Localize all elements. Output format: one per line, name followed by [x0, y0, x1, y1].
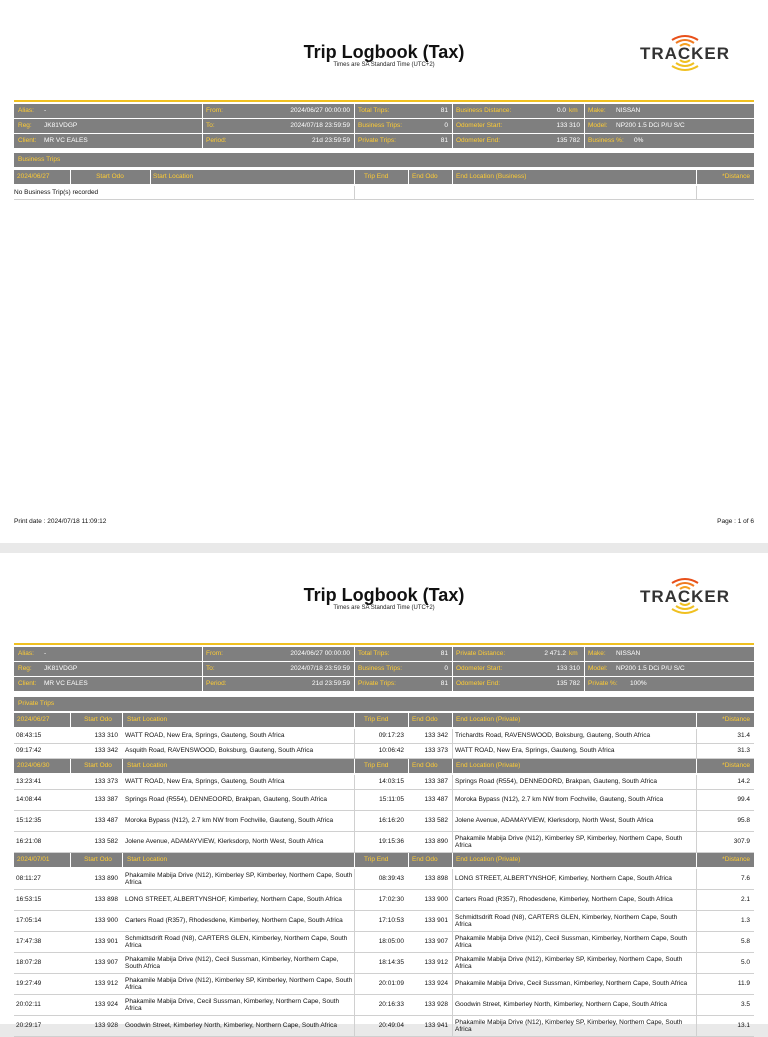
page-subtitle: Times are SA Standard Time (UTC+2) — [333, 62, 435, 68]
business-trips-label: Business Trips: — [358, 122, 403, 129]
end-location: Jolene Avenue, ADAMAYVIEW, Klerksdorp, North West, South Africa — [455, 817, 654, 825]
end-location: Phakamile Mabija Drive (N12), Cecil Sussman, Kimberley, Northern Cape, South Africa — [455, 934, 688, 949]
start-odo: 133 900 — [94, 917, 118, 925]
end-odo: 133 901 — [424, 917, 448, 925]
end-location: Carters Road (R357), Rhodesdene, Kimberley, Northern Cape, South Africa — [455, 896, 673, 904]
page-subtitle: Times are SA Standard Time (UTC+2) — [333, 605, 435, 611]
column-header-trip-end: Trip End — [364, 716, 389, 723]
column-header-trip-end: Trip End — [364, 762, 389, 769]
end-location: Springs Road (R554), DENNEOORD, Brakpan, Gauteng, South Africa — [455, 778, 657, 786]
make-label: Make: — [588, 650, 606, 657]
client-label: Client: — [18, 680, 37, 687]
column-header-distance: *Distance — [722, 762, 750, 769]
empty-table-row — [14, 186, 754, 200]
trip-end-time: 18:14:35 — [378, 959, 404, 967]
end-location: Moroka Bypass (N12), 2.7 km NW from Fochville, Gauteng, South Africa — [455, 796, 664, 804]
column-header-start-location: Start Location — [127, 856, 168, 863]
print-date: Print date : 2024/07/18 11:09:12 — [14, 518, 107, 525]
table-row — [14, 790, 754, 811]
column-header-start-odo: Start Odo — [84, 856, 112, 863]
start-location: Goodwin Street, Kimberley North, Kimberley, Northern Cape, South Africa — [125, 1022, 337, 1030]
column-header-end-location: End Location (Business) — [456, 173, 527, 180]
column-header-start-odo: Start Odo — [84, 762, 112, 769]
column-header-distance: *Distance — [722, 856, 750, 863]
summary-row — [14, 677, 754, 691]
to-value: 2024/07/18 23:59:59 — [290, 665, 350, 672]
period-label: Period: — [206, 137, 227, 144]
private-trips-label: Private Trips: — [358, 137, 396, 144]
table-row — [14, 744, 754, 759]
table-row — [14, 832, 754, 853]
column-header-trip-end: Trip End — [364, 173, 389, 180]
period-value: 21d 23:59:59 — [312, 680, 350, 687]
tracker-logo — [616, 32, 754, 76]
group-date: 2024/06/27 — [17, 716, 50, 723]
period-value: 21d 23:59:59 — [312, 137, 350, 144]
distance-unit: km — [569, 650, 578, 657]
client-value: MR VC EALES — [44, 680, 88, 687]
model-value: NP200 1.5 DCi P/U S/C — [616, 122, 685, 129]
trip-distance: 14.2 — [737, 778, 750, 786]
column-header-end-location: End Location (Private) — [456, 716, 521, 723]
start-location: Phakamile Mabija Drive, Cecil Sussman, Kimberley, Northern Cape, South Africa — [125, 997, 340, 1012]
make-value: NISSAN — [616, 650, 641, 657]
end-odo: 133 924 — [424, 980, 448, 988]
trip-start-time: 16:53:15 — [16, 896, 42, 904]
end-odo: 133 900 — [424, 896, 448, 904]
column-header-start-location: Start Location — [153, 173, 194, 180]
trip-distance: 307.9 — [733, 838, 750, 846]
summary-row — [14, 647, 754, 661]
trip-distance: 95.8 — [737, 817, 750, 825]
business-trips-label: Business Trips: — [358, 665, 403, 672]
private-trips-value: 81 — [440, 137, 448, 144]
start-location: Carters Road (R357), Rhodesdene, Kimberley, Northern Cape, South Africa — [125, 917, 343, 925]
start-odo: 133 342 — [94, 747, 118, 755]
reg-value: JK81VDGP — [44, 122, 78, 129]
date-group-header — [14, 759, 754, 773]
summary-row — [14, 134, 754, 148]
end-odo: 133 890 — [424, 838, 448, 846]
logbook-page-2 — [0, 553, 768, 1033]
start-location: LONG STREET, ALBERTYNSHOF, Kimberley, Northern Cape, South Africa — [125, 896, 342, 904]
trip-end-time: 19:15:36 — [378, 838, 404, 846]
to-label: To: — [206, 122, 215, 129]
section-title-private: Private Trips — [14, 697, 754, 711]
end-odo: 133 941 — [424, 1022, 448, 1030]
start-odo: 133 907 — [94, 959, 118, 967]
from-value: 2024/06/27 00:00:00 — [290, 107, 350, 114]
end-odo: 133 582 — [424, 817, 448, 825]
start-odo: 133 487 — [94, 817, 118, 825]
start-location: Phakamile Mabija Drive (N12), Kimberley SP, Kimberley, Northern Cape, South Africa — [125, 871, 353, 886]
period-label: Period: — [206, 680, 227, 687]
model-label: Model: — [588, 665, 608, 672]
from-label: From: — [206, 650, 223, 657]
column-header-trip-end: Trip End — [364, 856, 389, 863]
trip-start-time: 17:05:14 — [16, 917, 42, 925]
end-odo: 133 898 — [424, 875, 448, 883]
trip-distance: 11.9 — [737, 980, 750, 988]
column-header-end-odo: End Odo — [412, 762, 438, 769]
client-value: MR VC EALES — [44, 137, 88, 144]
column-header-end-odo: End Odo — [412, 716, 438, 723]
end-odo: 133 373 — [424, 747, 448, 755]
accent-line — [14, 100, 754, 102]
start-odo: 133 890 — [94, 875, 118, 883]
summary-row — [14, 119, 754, 133]
table-row — [14, 775, 754, 790]
accent-line — [14, 643, 754, 645]
private-trips-label: Private Trips: — [358, 680, 396, 687]
table-row — [14, 811, 754, 832]
start-odo: 133 310 — [94, 732, 118, 740]
column-header-end-location: End Location (Private) — [456, 856, 521, 863]
column-header-start-location: Start Location — [127, 716, 168, 723]
table-row — [14, 974, 754, 995]
model-value: NP200 1.5 DCi P/U S/C — [616, 665, 685, 672]
alias-value: - — [44, 650, 47, 657]
end-location: LONG STREET, ALBERTYNSHOF, Kimberley, Northern Cape, South Africa — [455, 875, 672, 883]
total-trips-label: Total Trips: — [358, 107, 390, 114]
trip-distance: 31.3 — [737, 747, 750, 755]
private-pct-label: Private %: — [588, 680, 618, 687]
end-location: Trichardts Road, RAVENSWOOD, Boksburg, Gauteng, South Africa — [455, 732, 651, 740]
odometer-end-label: Odometer End: — [456, 137, 501, 144]
start-location: Phakamile Mabija Drive (N12), Cecil Sussman, Kimberley, Northern Cape, South Africa — [125, 955, 339, 970]
business-trips-value: 0 — [444, 665, 448, 672]
trip-distance: 3.5 — [740, 1001, 750, 1009]
date-group-header — [14, 853, 754, 867]
business-pct-value: 0% — [634, 137, 644, 144]
trip-start-time: 08:43:15 — [16, 732, 42, 740]
odometer-start-label: Odometer Start: — [456, 122, 503, 129]
distance-unit: km — [569, 107, 578, 114]
total-trips-value: 81 — [440, 650, 448, 657]
start-odo: 133 582 — [94, 838, 118, 846]
business-distance-label: Business Distance: — [456, 107, 512, 114]
column-header-start-odo: Start Odo — [96, 173, 124, 180]
start-odo: 133 912 — [94, 980, 118, 988]
trip-start-time: 20:02:11 — [16, 1001, 41, 1009]
start-odo: 133 901 — [94, 938, 118, 946]
trip-start-time: 13:23:41 — [16, 778, 42, 786]
odometer-end-value: 135 782 — [556, 137, 580, 144]
alias-label: Alias: — [18, 650, 34, 657]
logo-text: TRACKER — [639, 44, 731, 63]
logo-text: TRACKER — [639, 587, 731, 606]
column-header-end-odo: End Odo — [412, 173, 438, 180]
trip-end-time: 17:02:30 — [378, 896, 404, 904]
column-header-distance: *Distance — [722, 716, 750, 723]
column-header-end-location: End Location (Private) — [456, 762, 521, 769]
column-header-distance: *Distance — [722, 173, 750, 180]
start-location: WATT ROAD, New Era, Springs, Gauteng, South Africa — [125, 732, 285, 740]
trip-distance: 2.1 — [740, 896, 750, 904]
start-odo: 133 924 — [94, 1001, 118, 1009]
reg-value: JK81VDGP — [44, 665, 78, 672]
trip-end-time: 17:10:53 — [378, 917, 404, 925]
trip-end-time: 08:39:43 — [378, 875, 404, 883]
trip-distance: 99.4 — [737, 796, 750, 804]
odometer-start-value: 133 310 — [556, 122, 580, 129]
odometer-start-value: 133 310 — [556, 665, 580, 672]
start-location: Schmidtsdrift Road (N8), CARTERS GLEN, Kimberley, Northern Cape, South Africa — [125, 934, 348, 949]
table-row — [14, 953, 754, 974]
odometer-end-value: 135 782 — [556, 680, 580, 687]
table-row — [14, 995, 754, 1016]
business-trips-value: 0 — [444, 122, 448, 129]
private-trips-value: 81 — [440, 680, 448, 687]
group-date: 2024/06/30 — [17, 762, 50, 769]
page-title: Trip Logbook (Tax) — [303, 42, 465, 62]
trip-start-time: 15:12:35 — [16, 817, 42, 825]
summary-row — [14, 662, 754, 676]
model-label: Model: — [588, 122, 608, 129]
trip-distance: 5.8 — [740, 938, 750, 946]
odometer-end-label: Odometer End: — [456, 680, 501, 687]
private-pct-value: 100% — [630, 680, 647, 687]
section-title-business: Business Trips — [14, 153, 754, 167]
start-location: Springs Road (R554), DENNEOORD, Brakpan, Gauteng, South Africa — [125, 796, 327, 804]
trip-start-time: 18:07:28 — [16, 959, 42, 967]
make-label: Make: — [588, 107, 606, 114]
trip-start-time: 09:17:42 — [16, 747, 42, 755]
alias-label: Alias: — [18, 107, 34, 114]
trip-end-time: 15:11:05 — [379, 796, 404, 804]
make-value: NISSAN — [616, 107, 641, 114]
group-date: 2024/07/01 — [17, 856, 50, 863]
start-location: WATT ROAD, New Era, Springs, Gauteng, South Africa — [125, 778, 285, 786]
trip-end-time: 20:49:04 — [378, 1022, 404, 1030]
start-location: Jolene Avenue, ADAMAYVIEW, Klerksdorp, North West, South Africa — [125, 838, 324, 846]
reg-label: Reg: — [18, 122, 32, 129]
page-title: Trip Logbook (Tax) — [303, 585, 465, 605]
end-odo: 133 912 — [424, 959, 448, 967]
table-row — [14, 869, 754, 890]
trip-start-time: 20:29:17 — [16, 1022, 42, 1030]
table-row — [14, 911, 754, 932]
to-label: To: — [206, 665, 215, 672]
trip-end-time: 16:16:20 — [378, 817, 404, 825]
end-location: Phakamile Mabija Drive, Cecil Sussman, Kimberley, Northern Cape, South Africa — [455, 980, 688, 988]
column-header-start-odo: Start Odo — [84, 716, 112, 723]
start-location: Phakamile Mabija Drive (N12), Kimberley SP, Kimberley, Northern Cape, South Africa — [125, 976, 353, 991]
total-trips-value: 81 — [440, 107, 448, 114]
trip-end-time: 18:05:00 — [378, 938, 404, 946]
trip-distance: 13.1 — [737, 1022, 750, 1030]
trip-end-time: 20:01:09 — [378, 980, 404, 988]
trip-end-time: 20:16:33 — [378, 1001, 404, 1009]
business-distance-value: 0.0 — [556, 107, 566, 114]
private-distance-label: Private Distance: — [456, 650, 506, 657]
start-odo: 133 898 — [94, 896, 118, 904]
client-label: Client: — [18, 137, 37, 144]
alias-value: - — [44, 107, 47, 114]
start-odo: 133 387 — [94, 796, 118, 804]
end-location: WATT ROAD, New Era, Springs, Gauteng, South Africa — [455, 747, 615, 755]
trip-end-time: 09:17:23 — [378, 732, 404, 740]
trip-start-time: 17:47:38 — [16, 938, 42, 946]
column-header-date: 2024/06/27 — [17, 173, 50, 180]
business-pct-label: Business %: — [588, 137, 624, 144]
to-value: 2024/07/18 23:59:59 — [290, 122, 350, 129]
reg-label: Reg: — [18, 665, 32, 672]
trip-distance: 7.6 — [740, 875, 750, 883]
end-location: Goodwin Street, Kimberley North, Kimberley, Northern Cape, South Africa — [455, 1001, 667, 1009]
summary-row — [14, 104, 754, 118]
trip-distance: 5.0 — [740, 959, 750, 967]
trip-end-time: 10:06:42 — [378, 747, 404, 755]
page-number: Page : 1 of 6 — [717, 518, 754, 525]
trip-start-time: 16:21:08 — [16, 838, 42, 846]
column-header-start-location: Start Location — [127, 762, 168, 769]
from-value: 2024/06/27 00:00:00 — [290, 650, 350, 657]
business-table-header — [14, 170, 754, 184]
end-odo: 133 342 — [424, 732, 448, 740]
end-odo: 133 907 — [424, 938, 448, 946]
private-distance-value: 2 471.2 — [544, 650, 566, 657]
end-location: Schmidtsdrift Road (N8), CARTERS GLEN, Kimberley, Northern Cape, South Africa — [455, 913, 678, 928]
start-location: Asquith Road, RAVENSWOOD, Boksburg, Gauteng, South Africa — [125, 747, 314, 755]
table-row — [14, 890, 754, 911]
table-row — [14, 932, 754, 953]
trip-start-time: 14:08:44 — [16, 796, 42, 804]
table-row — [14, 729, 754, 744]
no-records-message: No Business Trip(s) recorded — [14, 189, 99, 196]
start-odo: 133 928 — [94, 1022, 118, 1030]
column-header-end-odo: End Odo — [412, 856, 438, 863]
odometer-start-label: Odometer Start: — [456, 665, 503, 672]
from-label: From: — [206, 107, 223, 114]
trip-start-time: 08:11:27 — [16, 875, 41, 883]
end-odo: 133 387 — [424, 778, 448, 786]
start-odo: 133 373 — [94, 778, 118, 786]
end-location: Phakamile Mabija Drive (N12), Kimberley SP, Kimberley, Northern Cape, South Africa — [455, 834, 683, 849]
trip-start-time: 19:27:49 — [16, 980, 42, 988]
end-odo: 133 487 — [424, 796, 448, 804]
trip-end-time: 14:03:15 — [378, 778, 404, 786]
trip-distance: 31.4 — [737, 732, 750, 740]
table-row — [14, 1016, 754, 1037]
trip-distance: 1.3 — [740, 917, 750, 925]
end-odo: 133 928 — [424, 1001, 448, 1009]
start-location: Moroka Bypass (N12), 2.7 km NW from Fochville, Gauteng, South Africa — [125, 817, 334, 825]
end-location: Phakamile Mabija Drive (N12), Kimberley SP, Kimberley, Northern Cape, South Africa — [455, 955, 683, 970]
date-group-header — [14, 713, 754, 727]
end-location: Phakamile Mabija Drive (N12), Kimberley SP, Kimberley, Northern Cape, South Africa — [455, 1018, 683, 1033]
total-trips-label: Total Trips: — [358, 650, 390, 657]
tracker-logo — [616, 575, 754, 619]
